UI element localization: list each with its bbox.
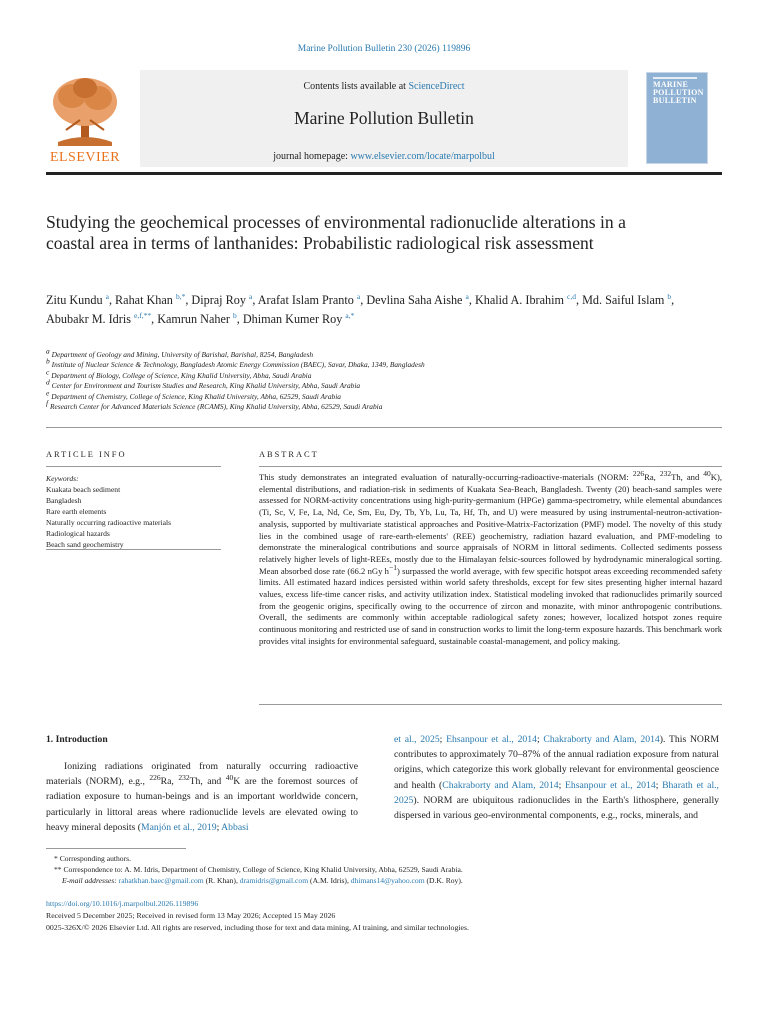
author-name[interactable]: Khalid A. Ibrahim [474,293,564,307]
affiliation-key: d [46,377,50,387]
author-name[interactable]: Arafat Islam Pranto [257,293,354,307]
cover-stripe [653,77,697,79]
affiliation-item [46,388,706,402]
email-line: E-mail addresses: rahatkhan.baec@gmail.com (R. Khan), dramidris@gmail.com (A.M. Idris), dhimans14@yahoo.com (D.K. Roy). [62,876,463,886]
copyright-line: 0025-326X/© 2026 Elsevier Ltd. All rights are reserved, including those for text and data mining, AI training, and similar technologies. [46,923,469,933]
author-affiliation-marker[interactable]: a [248,291,253,301]
elsevier-wordmark: ELSEVIER [49,150,121,165]
affiliation-item [46,377,706,391]
keyword-item: Rare earth elements [46,507,107,516]
journal-title: Marine Pollution Bulletin [294,108,474,128]
keyword-item: Kuakata beach sediment [46,485,121,494]
author-name[interactable]: Rahat Khan [115,293,173,307]
citation-link[interactable]: Bharath et al., 2025 [394,779,719,806]
author-affiliation-marker[interactable]: c,d [567,291,576,301]
introduction-heading: 1. Introduction [46,734,108,745]
correspondence-note: ** Correspondence to: A. M. Idris, Department of Chemistry, College of Science, King Khalid University, Abha, 62529, Saudi Arabia. [54,865,463,875]
author-name[interactable]: Abubakr M. Idris [46,311,131,326]
author-name[interactable]: Kamrun Naher [157,311,230,326]
author-affiliation-marker[interactable]: b [667,291,672,301]
keywords-label: Keywords: [46,474,79,483]
author-list: Zitu Kundu $^a$, Rahat Khan $^{b,*}$, Dipraj Roy $^a$, Arafat Islam Pranto $^a$, Devlina Saha Aishe $^a$, Khalid A. Ibrahim $^{c,d}$, Md. Saiful Islam $^b$, Abubakr M. Idris $^{e,f,**}$, Kamrun Naher $^b$, Dhiman Kumer Roy $^{a,*}$ [46,291,675,326]
keywords-block [46,473,221,550]
affiliation-list [46,346,706,412]
footnote-rule [46,848,186,849]
affiliation-key: c [46,367,50,377]
affiliation-text: Research Center for Advanced Materials Science (RCAMS), King Khalid University, Abha, 62529, Saudi Arabia [49,402,383,412]
homepage-prefix: journal homepage: [273,151,351,162]
article-info-rule-bottom [46,549,221,550]
sciencedirect-link[interactable]: ScienceDirect [408,81,465,92]
author-name[interactable]: Devlina Saha Aishe [366,293,463,307]
author-affiliation-marker[interactable]: a [105,291,109,301]
corresponding-note: * Corresponding authors. [54,854,131,863]
citation-link[interactable]: Chakraborty and Alam, 2014 [442,779,559,791]
footnotes [46,853,722,887]
author-affiliation-marker[interactable]: b,* [175,291,186,301]
affiliation-key: f [46,398,49,408]
author-affiliation-marker[interactable]: a,* [345,310,355,320]
affiliation-text: Center for Environment and Tourism Studies and Research, King Khalid University, Abha, Saudi Arabia [51,381,361,391]
affiliation-item [46,367,706,381]
article-title: Studying the geochemical processes of environmental radionuclide alterations in a coastal area in terms of lanthanides: Probabilistic radiological risk assessment [46,212,626,253]
citation-link[interactable]: Manjón et al., 2019 [140,821,217,833]
affiliation-text: Institute of Nuclear Science & Technology, Bangladesh Atomic Energy Commission (BAEC), Savar, Dhaka, 1349, Bangladesh [51,360,425,370]
author-affiliation-marker[interactable]: a [356,291,361,301]
keyword-item: Naturally occurring radioactive materials [46,518,172,527]
keyword-item: Beach sand geochemistry [46,540,124,549]
header-rule [46,172,722,175]
email-link[interactable]: dramidris@gmail.com [239,876,309,886]
author-affiliation-marker[interactable]: e,f,** [134,310,152,320]
body-column-right: et al., 2025; Ehsanpour et al., 2014; Chakraborty and Alam, 2014). This NORM contributes to approximately 70–87% of the annual radiation exposure from natural origins, which categorize this work globally relevant for environmental geoscience and health (Chakraborty and Alam, 2014; Ehsanpour et al., 2014; Bharath et al., 2025). NORM are ubiquitous radionuclides in the Earth's lithosphere, generally dispersed in various geo-environmental components, e.g., rocks, minerals, and [394,734,720,822]
affiliation-text: Department of Geology and Mining, University of Barishal, Barishal, 8254, Bangladesh [51,350,314,359]
email-link[interactable]: dhimans14@yahoo.com [350,876,425,886]
body-column-left: Ionizing radiations originated from naturally occurring radioactive materials (NORM), e.g., $^{226}$Ra, $^{232}$Th, and $^{40}$K are the foremost sources of radiation exposure to human-beings and is an important worldwide concern, particularly in littoral areas where radionuclide levels are elevated owing to heavy mineral deposits (Manjón et al., 2019; Abbasi [46,761,359,833]
abstract-rule-bottom [259,704,722,705]
email-link[interactable]: rahatkhan.baec@gmail.com [118,876,204,886]
citation-link[interactable]: Ehsanpour et al., 2014 [564,779,656,791]
affiliation-key: a [46,346,50,356]
author-name[interactable]: Md. Saiful Islam [582,293,665,307]
author-affiliation-marker[interactable]: b [233,310,237,320]
journal-cover-thumbnail[interactable] [646,72,708,164]
citation-link[interactable]: Ehsanpour et al., 2014 [446,734,537,745]
keyword-item: Bangladesh [46,496,82,505]
section-divider [46,427,722,428]
affiliation-item [46,356,706,370]
affiliation-text: Department of Biology, College of Science, King Khalid University, Abha, Saudi Arabia [51,370,312,380]
affiliation-item [46,346,706,360]
article-info-rule [46,466,221,467]
author-affiliation-marker[interactable]: a [465,291,469,301]
citation-link[interactable]: Chakraborty and Alam, 2014 [543,734,660,745]
author-name[interactable]: Dhiman Kumer Roy [242,311,343,326]
affiliation-key: b [46,356,50,366]
author-name[interactable]: Zitu Kundu [46,293,103,307]
journal-reference-link[interactable]: Marine Pollution Bulletin 230 (2026) 119896 [297,44,471,54]
abstract-text: This study demonstrates an integrated evaluation of naturally-occurring-radioactive-materials (NORM: $^{226}$Ra, $^{232}$Th, and $^{40}$K), elemental distributions, and radiation-risk in sediments of Kuakata Sea-Beach, Bangladesh. Twenty (20) beach-sand samples were assessed for NORM-activity concentrations using high-purity-germanium (HPGe) gamma-spectrometry, while elemental abundances (Ti, Sc, V, Fe, La, Nd, Ce, Sm, Eu, Dy, Tb, Yb, Lu, Ta, Hf, Th, and U) were measured by using instrumental-neutron-activation-analysis, supported by multivariate statistical approaches and Positive-Matrix-Factorization (PMF) model. The novelty of this study lies in the combined usage of rare-earth-elements' (REE) geochemistry, radiation hazard evaluation, and PMF-modeling to demonstrate the mineralogical contributions and source appraisals of NORM in littoral sediments. Collected sediments possess relatively higher levels of light-REEs, mostly due to the Himalayan felsic-sources followed by hydrodynamic mineralogical sorting. Mean absorbed dose rate (66.2 nGy $h^{-1}$) surpassed the world average, with few specific hotspot areas exceeding recommended safety limits. All estimated hazard indices persisted within world safety thresholds, except for few sites presenting higher internal hazard values, excess life-time cancer risks, and activity utilization index. Statistical modeling invoked that radionuclides primarily sourced from the geogenic origins, specifically owing to the occurrence of zircon and monazite, with minor anthropogenic contributions. Overall, the sediments are commonly within acceptable radiological safety zones; however, localized hotspot zones require continuous monitoring and restricted use of sand in construction works to limit the long-term exposure hazards. This benchmark work provides vital insights for environmental safeguard, sustainable coastal-management, and policy making. [259,469,723,646]
article-info-heading: ARTICLE INFO [46,450,127,459]
affiliation-key: e [46,388,50,398]
affiliation-text: Department of Chemistry, College of Science, King Khalid University, Abha, 62529, Saudi Arabia [51,391,341,401]
citation-link[interactable]: et al., 2025 [394,734,440,745]
affiliation-item [46,398,706,412]
keyword-item: Radiological hazards [46,529,110,538]
received-dates: Received 5 December 2025; Received in revised form 13 May 2026; Accepted 15 May 2026 [46,911,336,921]
author-name[interactable]: Dipraj Roy [191,293,246,307]
journal-homepage-link[interactable]: www.elsevier.com/locate/marpolbul [350,151,495,162]
citation-link[interactable]: Abbasi [221,821,249,833]
article-metadata [46,898,722,935]
elsevier-logo[interactable] [46,72,124,166]
contents-line [140,81,628,92]
abstract-heading: ABSTRACT [259,450,319,459]
cover-title: MARINE POLLUTION BULLETIN [653,80,704,105]
journal-homepage-line [140,151,628,162]
contents-prefix: Contents lists available at [303,81,409,92]
doi-link[interactable]: https://doi.org/10.1016/j.marpolbul.2026.119896 [46,899,199,908]
abstract-rule [259,466,722,467]
keywords-list [46,484,221,550]
